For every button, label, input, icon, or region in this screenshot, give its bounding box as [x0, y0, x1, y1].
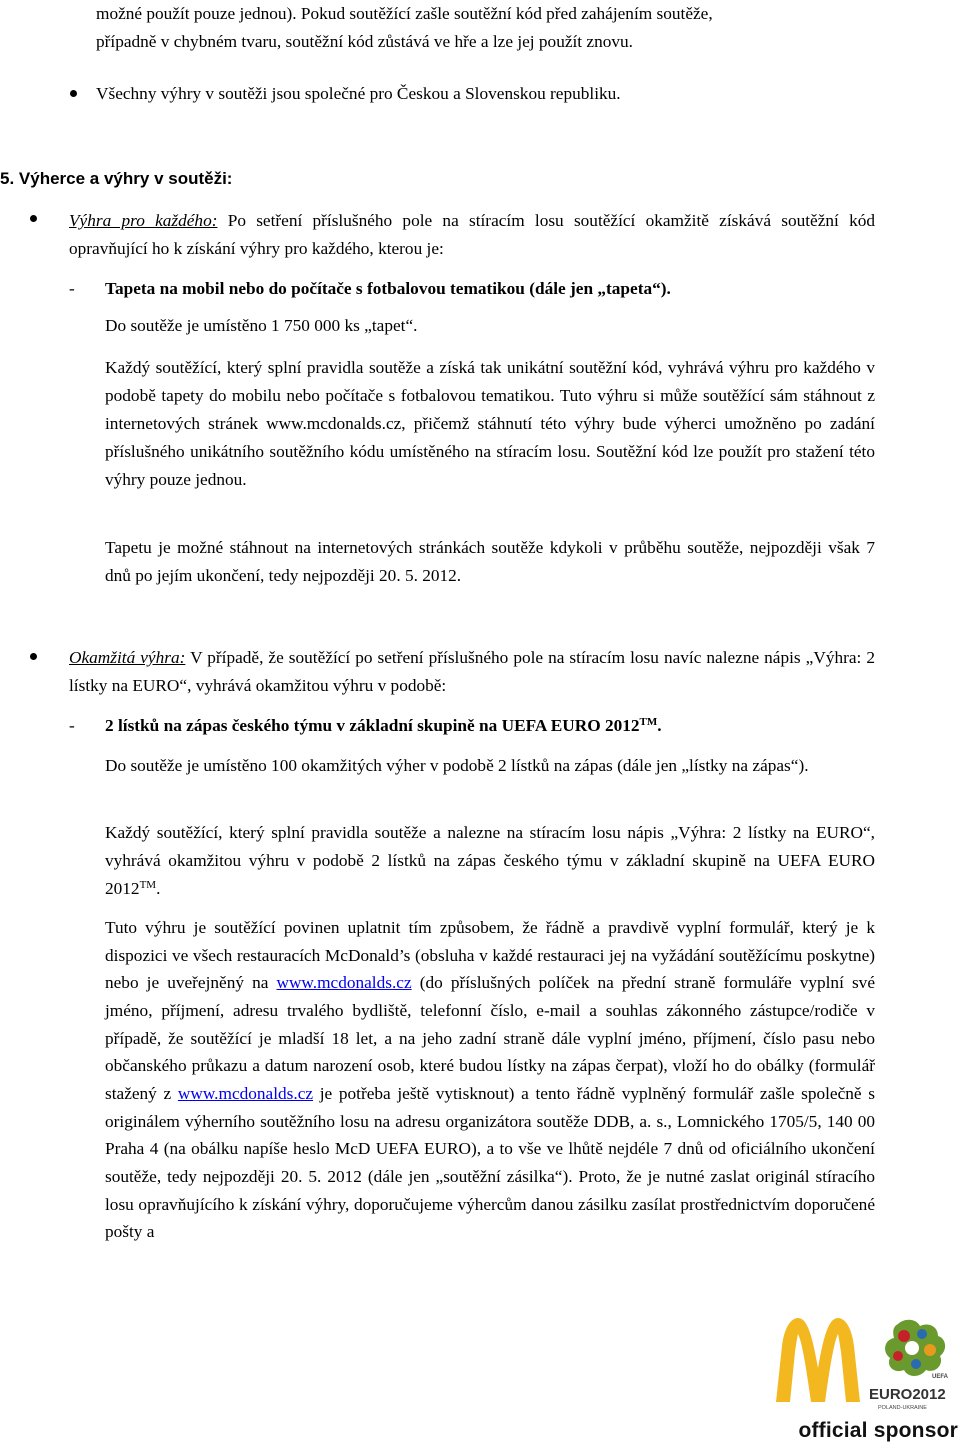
instant-prize-item-text: 2 lístků na zápas českého týmu v základní skupině na UEFA EURO 2012	[105, 716, 640, 735]
section-heading	[0, 165, 400, 193]
mcdonalds-link[interactable]: www.mcdonalds.cz	[177, 1083, 314, 1103]
euro-logo-sub: POLAND-UKRAINE	[878, 1405, 927, 1411]
prize-everyone-text: Po setření příslušného pole na stíracím losu soutěžící okamžitě získává soutěžní kód opravňující ho k získání výhry pro každého, kterou je:	[69, 211, 875, 258]
prize-everyone-para-1: Každý soutěžící, který splní pravidla soutěže a získá tak unikátní soutěžní kód, vyhrává výhru pro každého v podobě tapety do mobilu nebo počítače s fotbalovou tematikou. Tuto výhru si může soutěžící sám stáhnout z internetových stránek www.mcdonalds.cz, přičemž stáhnutí této výhry bude výherci umožněno po zadání příslušného unikátního soutěžního kódu umístěného na stíracím losu. Soutěžní kód lze použít pro stažení této výhry pouze jednou.	[105, 358, 875, 489]
bullet-icon	[30, 653, 37, 660]
euro-logo-text: EURO2012	[869, 1386, 946, 1403]
intro-bullet: Všechny výhry v soutěži jsou společné pro Českou a Slovenskou republiku.	[96, 84, 621, 103]
instant-prize-para-1-text: Každý soutěžící, který splní pravidla soutěže a nalezne na stíracím losu nápis „Výhra: 2 lístky na EURO“, vyhrává okamžitou výhru v podobě 2 lístků na zápas českého týmu v základní skupině na UEFA EURO 2012	[105, 823, 875, 898]
mcdonalds-logo-icon	[774, 1316, 862, 1402]
official-sponsor-label: official sponsor	[798, 1419, 958, 1442]
trademark-sup: TM	[139, 879, 157, 891]
instant-prize-item	[105, 712, 875, 740]
instant-prize-para-1	[105, 819, 875, 903]
section-title: Výherce a výhry v soutěži:	[18, 169, 233, 188]
prize-everyone-label: Výhra pro každého:	[69, 211, 218, 230]
mcdonalds-link[interactable]: www.mcdonalds.cz	[276, 973, 412, 993]
dash: -	[69, 279, 75, 298]
uefa-text: UEFA	[932, 1374, 949, 1380]
instant-prize-para-2-c: je potřeba ještě vytisknout) a tento řádně vyplněný formulář zašle společně s originálem výherního soutěžního losu na adresu organizátora soutěže DDB, a. s., Lomnického 1705/5, 140 00 Praha 4 (na obálku napíše heslo McD UEFA EURO), a to vše ve lhůtě nejdéle 7 dnů od oficiálního ukončení soutěže, tedy nejpozději 20. 5. 2012 (dále jen „soutěžní zásilka“). Proto, že je nutné zaslat originál stíracího losu opravňujícího k získání výhry, doporučujeme výhercům danou zásilku zasílat prostřednictvím doporučené pošty a	[105, 1083, 875, 1242]
instant-prize-intro	[69, 644, 875, 700]
uefa-euro-2012-logo-icon	[868, 1318, 960, 1413]
intro-line-2: případně v chybném tvaru, soutěžní kód zůstává ve hře a lze jej použít znovu.	[96, 32, 633, 51]
prize-everyone-item: Tapeta na mobil nebo do počítače s fotbalovou tematikou (dále jen „tapeta“).	[105, 279, 671, 298]
instant-prize-para-2-b: (do příslušných políček na přední straně formuláře vyplní své jméno, příjmení, adresu trvalého bydliště, telefonní číslo, e-mail a souhlas zákonného zástupce/rodiče v případě, že soutěžící je mladší 18 let, a na jeho zadní straně dále vyplní jméno, příjmení, číslo pasu nebo občanského průkazu a datum narození osob, které budou lístky na zápas čerpat), vloží ho do obálky (formulář stažený z	[105, 973, 875, 1103]
intro-line-1: možné použít pouze jednou). Pokud soutěžící zašle soutěžní kód před zahájením soutěže,	[96, 4, 713, 23]
prize-everyone-count: Do soutěže je umístěno 1 750 000 ks „tapet“.	[105, 316, 418, 335]
bullet-icon	[30, 215, 37, 222]
trademark-sup: TM	[639, 716, 658, 728]
instant-prize-item-end: .	[657, 716, 662, 735]
section-number: 5.	[0, 169, 15, 188]
instant-prize-text: V případě, že soutěžící po setření příslušného pole na stíracím losu navíc nalezne nápis „Výhra: 2 lístky na EURO“, vyhrává okamžitou výhru v podobě:	[69, 648, 875, 695]
dash: -	[69, 716, 75, 735]
instant-prize-label: Okamžitá výhra:	[69, 648, 186, 667]
instant-prize-count: Do soutěže je umístěno 100 okamžitých výher v podobě 2 lístků na zápas (dále jen „lístky na zápas“).	[105, 756, 809, 775]
prize-everyone-intro	[69, 207, 875, 263]
instant-prize-para-2	[105, 914, 875, 1246]
prize-everyone-para-2: Tapetu je možné stáhnout na internetových stránkách soutěže kdykoli v průběhu soutěže, nejpozději však 7 dnů po jejím ukončení, tedy nejpozději 20. 5. 2012.	[105, 538, 875, 585]
instant-prize-para-1-end: .	[156, 879, 161, 898]
bullet-icon	[70, 90, 77, 97]
instant-prize-para-2-a: Tuto výhru je soutěžící povinen uplatnit tím způsobem, že řádně a pravdivě vyplní formulář, který je k dispozici ve všech restauracích McDonald’s (obsluha v každé restauraci jej na vyžádání soutěžícímu poskytne) nebo je uveřejněný na	[105, 918, 875, 993]
